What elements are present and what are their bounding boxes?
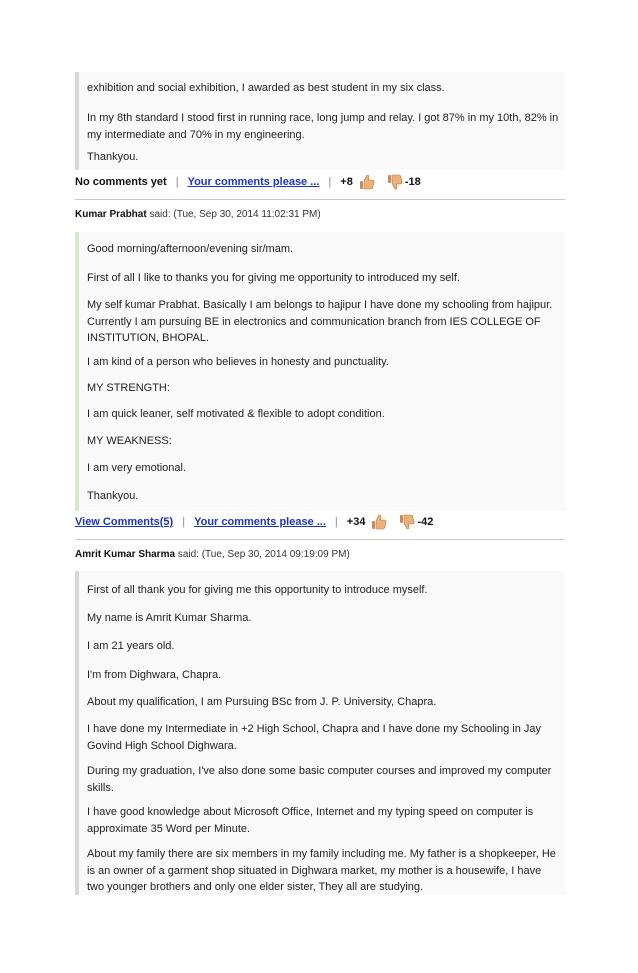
comment-footer (75, 514, 565, 530)
dislike-count: -18 (404, 176, 421, 188)
your-comments-link[interactable]: Your comments please ... (187, 176, 320, 188)
thumbs-up-icon[interactable] (371, 514, 387, 530)
comment-paragraph: I am 21 years old. (87, 640, 175, 652)
comment-paragraph: My self kumar Prabhat. Basically I am belongs to hajipur I have done my schooling from hajipur. Currently I am pursuing BE in electronics and communication branch from IES COLLEGE OF INSTITUTION, BHOPAL. (87, 299, 553, 344)
thumbs-up-icon[interactable] (359, 174, 375, 190)
comment-paragraph: I'm from Dighwara, Chapra. (87, 669, 222, 681)
comment-paragraph: I have done my Intermediate in +2 High School, Chapra and I have done my Schooling in Jay Govind High School Dighwara. (87, 723, 542, 752)
comment-paragraph: MY STRENGTH: (87, 382, 170, 394)
your-comments-link[interactable]: Your comments please ... (194, 516, 326, 528)
comment-author-line (75, 548, 350, 562)
comment-author-line (75, 208, 321, 222)
view-comments-link[interactable]: View Comments(5) (75, 516, 174, 528)
comments-count-label: No comments yet (75, 176, 167, 188)
like-count: +34 (346, 516, 366, 528)
comment-paragraph: I have good knowledge about Microsoft Office, Internet and my typing speed on computer is approximate 35 Word per Minute. (87, 806, 534, 835)
comment-footer (75, 174, 565, 190)
like-count: +8 (340, 176, 353, 188)
comment-paragraph: exhibition and social exhibition, I awarded as best student in my six class. (87, 82, 445, 94)
separator: | (334, 516, 338, 528)
comment-paragraph: I am very emotional. (87, 462, 187, 474)
comment-paragraph: Thankyou. (87, 151, 139, 163)
comment-paragraph: I am kind of a person who believes in honesty and punctuality. (87, 356, 389, 368)
separator: | (182, 516, 186, 528)
separator: | (328, 176, 332, 188)
author-name: Kumar Prabhat (75, 209, 147, 220)
comment-divider (75, 539, 565, 540)
comment-paragraph: First of all I like to thanks you for giving me opportunity to introduced my self. (87, 272, 460, 284)
comment-paragraph: Thankyou. (87, 490, 139, 502)
separator: | (175, 176, 179, 188)
comment-paragraph: About my qualification, I am Pursuing BSc from J. P. University, Chapra. (87, 696, 437, 708)
comment-divider (75, 199, 565, 200)
comment-timestamp: said: (Tue, Sep 30, 2014 09:19:09 PM) (177, 549, 350, 560)
comment-paragraph: During my graduation, I've also done some basic computer courses and improved my computer skills. (87, 765, 552, 794)
comment-paragraph: My name is Amrit Kumar Sharma. (87, 612, 252, 624)
comment-body (75, 72, 565, 170)
thumbs-down-icon[interactable] (387, 174, 403, 190)
comment-paragraph: About my family there are six members in my family including me. My father is a shopkeeper, He is an owner of a garment shop situated in Dighwara market, my mother is a housewife, I have two younger brothers and only one elder sister, They all are studying. (87, 848, 556, 893)
comment-paragraph: In my 8th standard I stood first in running race, long jump and relay. I got 87% in my 10th, 82% in my intermediate and 70% in my engineering. (87, 112, 559, 141)
comment-paragraph: I am quick leaner, self motivated & flexible to adopt condition. (87, 408, 385, 420)
dislike-count: -42 (417, 516, 434, 528)
comment-paragraph: First of all thank you for giving me this opportunity to introduce myself. (87, 584, 428, 596)
thumbs-down-icon[interactable] (399, 514, 415, 530)
comment-paragraph: Good morning/afternoon/evening sir/mam. (87, 243, 294, 255)
comment-paragraph: MY WEAKNESS: (87, 435, 172, 447)
author-name: Amrit Kumar Sharma (75, 549, 176, 560)
comment-body (75, 571, 565, 895)
comment-body (75, 232, 565, 511)
comment-timestamp: said: (Tue, Sep 30, 2014 11:02:31 PM) (149, 209, 321, 220)
